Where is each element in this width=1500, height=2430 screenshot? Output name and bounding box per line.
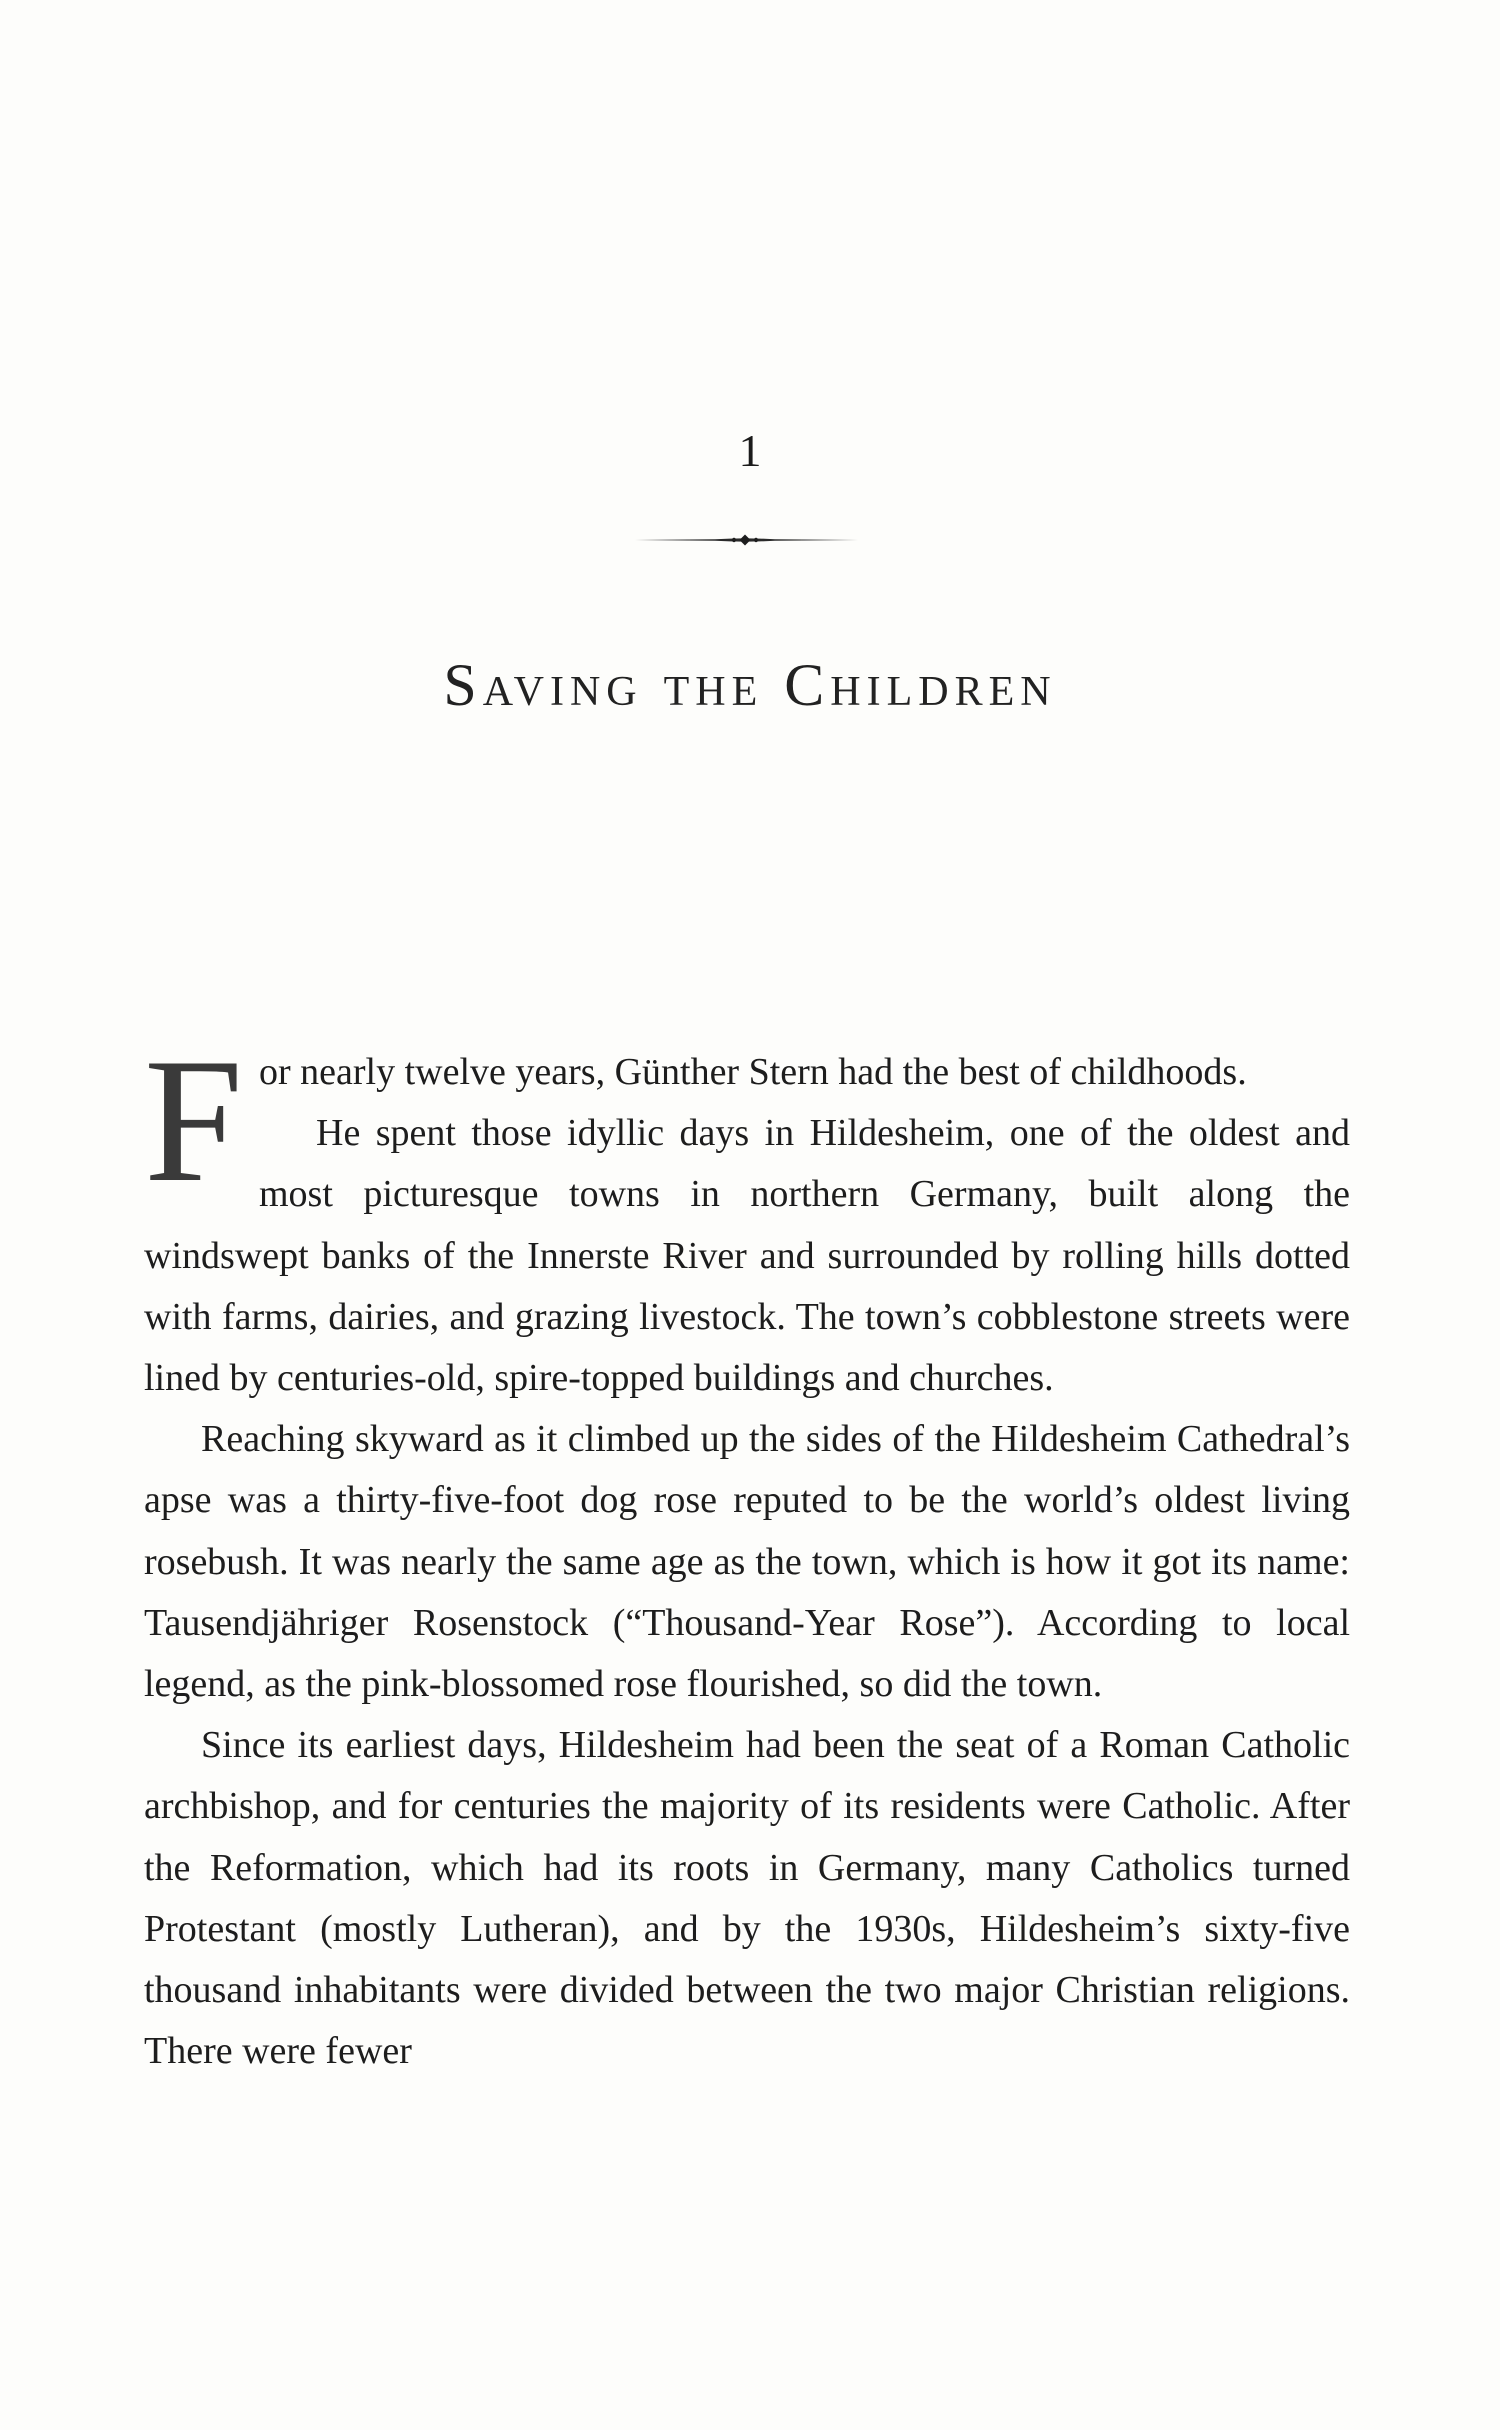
ornament-divider [630,533,860,547]
paragraph-1-continuation: He spent those idyllic days in Hildesheim, one of the oldest and most picturesque towns in northern Germany, built along the windswept banks of the Innerste River and surrounded by rolling hills dotted with farms, dairies, and grazing livestock. The town’s cobblestone streets were lined by centuries-old, spire-topped buildings and churches. [144,1112,1350,1400]
paragraph-1-lead: or nearly twelve years, Günther Stern had the best of childhoods. [259,1051,1247,1093]
drop-cap: F [144,1021,243,1219]
paragraph-1 [144,1021,1350,1409]
chapter-number: 1 [738,425,762,476]
paragraph-2: Reaching skyward as it climbed up the sides of the Hildesheim Cathedral’s apse was a thirty-five-foot dog rose reputed to be the world’s oldest living rosebush. It was nearly the same age as the town, which is how it got its name: Tausendjähriger Rosenstock (“Thousand-Year Rose”). According to local legend, as the pink-blossomed rose flourished, so did the town. [144,1418,1350,1706]
paragraph-3: Since its earliest days, Hildesheim had been the seat of a Roman Catholic archbishop, and for centuries the majority of its residents were Catholic. After the Reformation, which had its roots in Germany, many Catholics turned Protestant (mostly Lutheran), and by the 1930s, Hildesheim’s sixty-five thousand inhabitants were divided between the two major Christian religions. There were fewer [144,1724,1350,2073]
body-text [144,1021,1350,2082]
chapter-title: Saving the Children [443,652,1057,718]
